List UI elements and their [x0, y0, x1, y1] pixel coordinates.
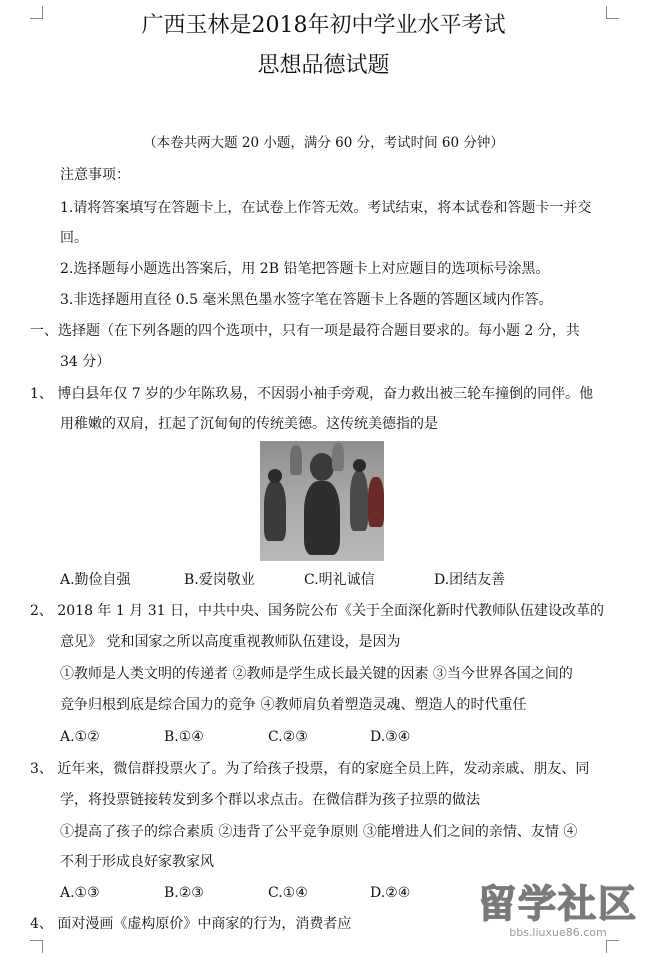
question-1-option-d: D.团结友善 [434, 572, 506, 588]
question-1-option-c: C.明礼诚信 [304, 572, 375, 588]
question-3-option-b: B.②③ [164, 885, 204, 901]
question-2-line-4: 竞争归根到底是综合国力的竞争 ④教师肩负着塑造灵魂、塑造人的时代重任 [60, 697, 527, 713]
question-3-line-1: 3、 近年来，微信群投票火了。为了给孩子投票，有的家庭全员上阵，发动亲戚、朋友、同 [30, 761, 590, 777]
watermark-url: bbs.liuxue86.com [509, 926, 607, 939]
question-2-line-1: 2、 2018 年 1 月 31 日，中共中央、国务院公布《关于全面深化新时代教师队伍建设改革的 [30, 603, 604, 619]
question-2-option-c: C.②③ [268, 729, 308, 745]
watermark-text: 留学社区 [478, 882, 639, 926]
question-1-line-1: 1、 博白县年仅 7 岁的少年陈玖易，不因弱小袖手旁观，奋力救出被三轮车撞倒的同伴。他 [30, 386, 594, 402]
question-2-line-3: ①教师是人类文明的传递者 ②教师是学生成长最关键的因素 ③当今世界各国之间的 [60, 666, 573, 682]
exam-subtitle: 思想品德试题 [257, 53, 390, 78]
note-1-line-2: 回。 [60, 230, 88, 246]
question-3-option-a: A.①③ [60, 885, 100, 901]
question-3-line-2: 学，将投票链接转发到多个群以求点击。在微信群为孩子拉票的做法 [60, 792, 480, 808]
question-1-photo [260, 441, 384, 561]
note-2: 2.选择题每小题选出答案后，用 2B 铅笔把答题卡上对应题目的选项标号涂黑。 [60, 261, 550, 277]
question-2-option-d: D.③④ [370, 729, 411, 745]
question-1-option-b: B.爱岗敬业 [184, 572, 255, 588]
note-1-line-1: 1.请将答案填写在答题卡上，在试卷上作答无效。考试结束，将本试卷和答题卡一并交 [60, 200, 592, 216]
exam-title: 广西玉林是2018年初中学业水平考试 [141, 13, 506, 38]
exam-info: （本卷共两大题 20 小题，满分 60 分，考试时间 60 分钟） [143, 135, 504, 151]
question-3-option-d: D.②④ [370, 885, 411, 901]
question-4-line-1: 4、 面对漫画《虚构原价》中商家的行为，消费者应 [30, 916, 352, 932]
question-3-option-c: C.①④ [268, 885, 308, 901]
section-1-heading-line-2: 34 分） [60, 354, 111, 370]
question-2-line-2: 意见》 党和国家之所以高度重视教师队伍建设，是因为 [60, 634, 401, 650]
section-1-heading-line-1: 一、选择题（在下列各题的四个选项中，只有一项是最符合题目要求的。每小题 2 分，共 [30, 323, 580, 339]
note-3: 3.非选择题用直径 0.5 毫米黑色墨水签字笔在答题卡上各题的答题区域内作答。 [60, 292, 553, 308]
question-1-line-2: 用稚嫩的双肩，扛起了沉甸甸的传统美德。这传统美德指的是 [60, 416, 438, 432]
question-2-option-a: A.①② [60, 729, 100, 745]
question-3-line-4: 不利于形成良好家教家风 [60, 854, 214, 870]
watermark-logo [478, 880, 638, 950]
question-2-option-b: B.①④ [164, 729, 204, 745]
crop-mark-bottom-left [30, 940, 43, 953]
question-3-line-3: ①提高了孩子的综合素质 ②违背了公平竞争原则 ③能增进人们之间的亲情、友情 ④ [60, 824, 578, 840]
notes-heading: 注意事项： [60, 167, 130, 183]
question-1-option-a: A.勤俭自强 [60, 572, 131, 588]
